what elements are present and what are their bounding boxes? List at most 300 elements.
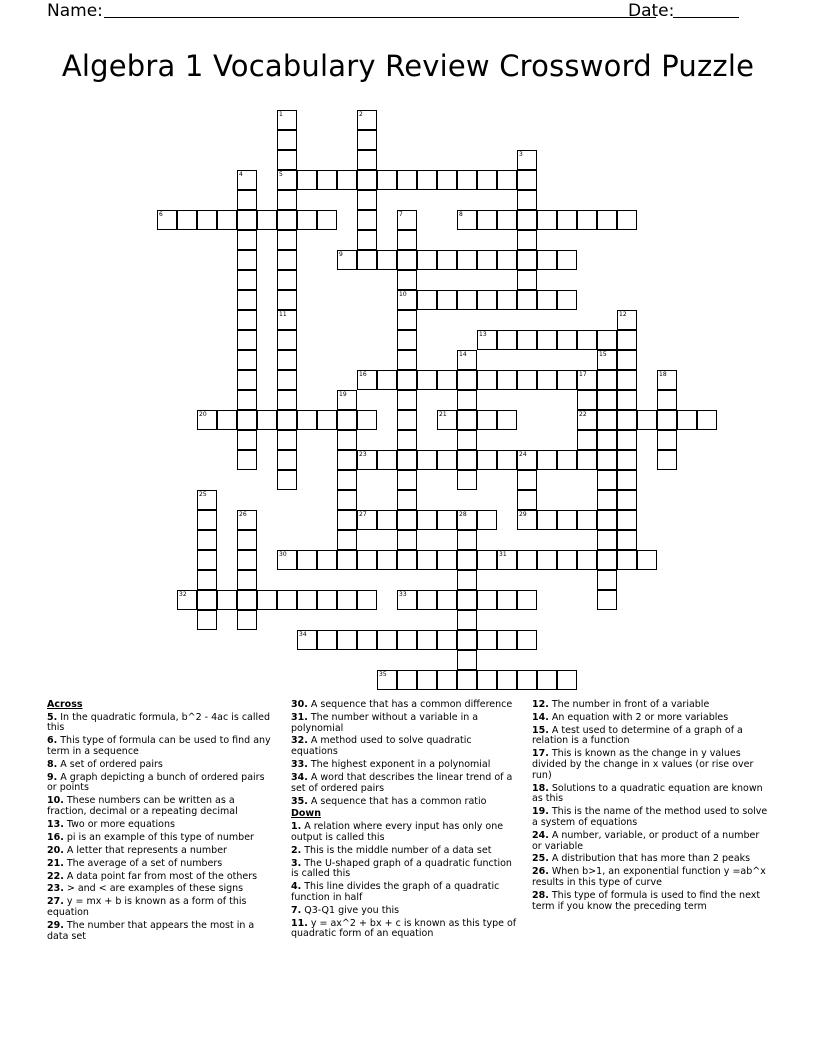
grid-cell[interactable]: [337, 590, 357, 610]
grid-cell[interactable]: [277, 210, 297, 230]
grid-cell[interactable]: [317, 410, 337, 430]
grid-cell[interactable]: [397, 350, 417, 370]
grid-cell[interactable]: [417, 550, 437, 570]
grid-cell[interactable]: [577, 510, 597, 530]
grid-cell[interactable]: [397, 330, 417, 350]
grid-cell[interactable]: [517, 150, 537, 170]
grid-cell[interactable]: [377, 170, 397, 190]
grid-cell[interactable]: [497, 550, 517, 570]
grid-cell[interactable]: [617, 530, 637, 550]
cell-number: 15: [599, 351, 607, 358]
grid-cell[interactable]: [197, 530, 217, 550]
grid-cell[interactable]: [237, 610, 257, 630]
grid-cell[interactable]: [237, 170, 257, 190]
grid-cell[interactable]: [497, 670, 517, 690]
grid-cell[interactable]: [197, 550, 217, 570]
grid-cell[interactable]: [517, 290, 537, 310]
grid-cell[interactable]: [277, 370, 297, 390]
grid-cell[interactable]: [557, 330, 577, 350]
grid-cell[interactable]: [657, 370, 677, 390]
grid-cell[interactable]: [397, 390, 417, 410]
grid-cell[interactable]: [397, 310, 417, 330]
grid-cell[interactable]: [277, 230, 297, 250]
clue-text: This type of formula can be used to find any term in a sequence: [47, 735, 271, 757]
grid-cell[interactable]: [617, 350, 637, 370]
grid-cell[interactable]: [297, 170, 317, 190]
grid-cell[interactable]: [417, 510, 437, 530]
grid-cell[interactable]: [277, 310, 297, 330]
grid-cell[interactable]: [417, 590, 437, 610]
grid-cell[interactable]: [697, 410, 717, 430]
grid-cell[interactable]: [437, 630, 457, 650]
grid-cell[interactable]: [457, 610, 477, 630]
grid-cell[interactable]: [457, 510, 477, 530]
grid-cell[interactable]: [477, 510, 497, 530]
grid-cell[interactable]: [337, 630, 357, 650]
grid-cell[interactable]: [537, 290, 557, 310]
clue-text: When b>1, an exponential function y =ab^x results in this type of curve: [532, 866, 766, 889]
grid-cell[interactable]: [457, 210, 477, 230]
grid-cell[interactable]: [537, 450, 557, 470]
grid-cell[interactable]: [477, 290, 497, 310]
grid-cell[interactable]: [477, 210, 497, 230]
clue-number: 26.: [532, 866, 549, 878]
grid-cell[interactable]: [357, 170, 377, 190]
grid-cell[interactable]: [277, 170, 297, 190]
grid-cell[interactable]: [377, 550, 397, 570]
grid-cell[interactable]: [397, 590, 417, 610]
grid-cell[interactable]: [397, 270, 417, 290]
grid-cell[interactable]: [377, 370, 397, 390]
grid-cell[interactable]: [517, 170, 537, 190]
grid-cell[interactable]: [597, 330, 617, 350]
grid-cell[interactable]: [657, 430, 677, 450]
grid-cell[interactable]: [217, 590, 237, 610]
grid-cell[interactable]: [357, 450, 377, 470]
grid-cell[interactable]: [317, 630, 337, 650]
grid-cell[interactable]: [617, 450, 637, 470]
grid-cell[interactable]: [237, 570, 257, 590]
grid-cell[interactable]: [617, 310, 637, 330]
grid-cell[interactable]: [497, 250, 517, 270]
grid-cell[interactable]: [277, 250, 297, 270]
grid-cell[interactable]: [197, 570, 217, 590]
grid-cell[interactable]: [357, 410, 377, 430]
grid-cell[interactable]: [657, 410, 677, 430]
grid-cell[interactable]: [457, 250, 477, 270]
grid-cell[interactable]: [517, 270, 537, 290]
grid-cell[interactable]: [597, 390, 617, 410]
grid-cell[interactable]: [397, 530, 417, 550]
grid-cell[interactable]: [517, 550, 537, 570]
grid-cell[interactable]: [457, 290, 477, 310]
grid-cell[interactable]: [277, 350, 297, 370]
grid-cell[interactable]: [617, 390, 637, 410]
grid-cell[interactable]: [437, 450, 457, 470]
grid-cell[interactable]: [537, 330, 557, 350]
grid-cell[interactable]: [397, 550, 417, 570]
grid-cell[interactable]: [437, 410, 457, 430]
grid-cell[interactable]: [617, 470, 637, 490]
grid-cell[interactable]: [377, 670, 397, 690]
grid-cell[interactable]: [557, 670, 577, 690]
grid-cell[interactable]: [617, 510, 637, 530]
grid-cell[interactable]: [357, 510, 377, 530]
grid-cell[interactable]: [337, 470, 357, 490]
grid-cell[interactable]: [537, 250, 557, 270]
cell-number: 5: [279, 171, 283, 178]
grid-cell[interactable]: [637, 410, 657, 430]
grid-cell[interactable]: [237, 330, 257, 350]
grid-cell[interactable]: [457, 550, 477, 570]
grid-cell[interactable]: [457, 470, 477, 490]
grid-cell[interactable]: [557, 210, 577, 230]
grid-cell[interactable]: [557, 450, 577, 470]
grid-cell[interactable]: [517, 190, 537, 210]
grid-cell[interactable]: [617, 330, 637, 350]
grid-cell[interactable]: [517, 670, 537, 690]
grid-cell[interactable]: [317, 210, 337, 230]
clue-item: [291, 822, 521, 843]
grid-cell[interactable]: [277, 410, 297, 430]
grid-cell[interactable]: [237, 550, 257, 570]
grid-cell[interactable]: [397, 670, 417, 690]
grid-cell[interactable]: [237, 270, 257, 290]
grid-cell[interactable]: [517, 470, 537, 490]
grid-cell[interactable]: [597, 430, 617, 450]
grid-cell[interactable]: [337, 390, 357, 410]
grid-cell[interactable]: [277, 110, 297, 130]
grid-cell[interactable]: [237, 250, 257, 270]
grid-cell[interactable]: [437, 170, 457, 190]
grid-cell[interactable]: [477, 330, 497, 350]
grid-cell[interactable]: [257, 410, 277, 430]
grid-cell[interactable]: [337, 430, 357, 450]
grid-cell[interactable]: [457, 650, 477, 670]
grid-cell[interactable]: [237, 190, 257, 210]
grid-cell[interactable]: [337, 250, 357, 270]
grid-cell[interactable]: [457, 350, 477, 370]
clue-text: A data point far from most of the others: [63, 870, 258, 882]
grid-cell[interactable]: [177, 210, 197, 230]
grid-cell[interactable]: [497, 410, 517, 430]
grid-cell[interactable]: [517, 510, 537, 530]
grid-cell[interactable]: [457, 450, 477, 470]
grid-cell[interactable]: [417, 670, 437, 690]
grid-cell[interactable]: [577, 330, 597, 350]
clue-number: 32.: [291, 735, 308, 747]
grid-cell[interactable]: [237, 430, 257, 450]
grid-cell[interactable]: [457, 530, 477, 550]
grid-cell[interactable]: [597, 510, 617, 530]
grid-cell[interactable]: [537, 510, 557, 530]
grid-cell[interactable]: [417, 370, 437, 390]
grid-cell[interactable]: [337, 550, 357, 570]
grid-cell[interactable]: [597, 470, 617, 490]
grid-cell[interactable]: [557, 550, 577, 570]
grid-cell[interactable]: [577, 210, 597, 230]
grid-cell[interactable]: [477, 450, 497, 470]
grid-cell[interactable]: [537, 550, 557, 570]
grid-cell[interactable]: [517, 370, 537, 390]
grid-cell[interactable]: [357, 370, 377, 390]
grid-cell[interactable]: [377, 450, 397, 470]
grid-cell[interactable]: [337, 450, 357, 470]
grid-cell[interactable]: [337, 530, 357, 550]
grid-cell[interactable]: [337, 490, 357, 510]
grid-cell[interactable]: [377, 510, 397, 530]
grid-cell[interactable]: [597, 570, 617, 590]
grid-cell[interactable]: [197, 490, 217, 510]
grid-cell[interactable]: [477, 630, 497, 650]
grid-cell[interactable]: [357, 110, 377, 130]
grid-cell[interactable]: [457, 390, 477, 410]
grid-cell[interactable]: [457, 570, 477, 590]
grid-cell[interactable]: [517, 450, 537, 470]
clue-item: [291, 773, 521, 794]
grid-cell[interactable]: [417, 450, 437, 470]
grid-cell[interactable]: [497, 590, 517, 610]
grid-cell[interactable]: [217, 410, 237, 430]
grid-cell[interactable]: [397, 490, 417, 510]
grid-cell[interactable]: [277, 390, 297, 410]
grid-cell[interactable]: [217, 210, 237, 230]
grid-cell[interactable]: [597, 410, 617, 430]
grid-cell[interactable]: [257, 590, 277, 610]
grid-cell[interactable]: [477, 590, 497, 610]
grid-cell[interactable]: [497, 630, 517, 650]
grid-cell[interactable]: [357, 210, 377, 230]
grid-cell[interactable]: [277, 590, 297, 610]
grid-cell[interactable]: [477, 550, 497, 570]
grid-cell[interactable]: [397, 510, 417, 530]
grid-cell[interactable]: [297, 630, 317, 650]
grid-cell[interactable]: [397, 370, 417, 390]
grid-cell[interactable]: [437, 250, 457, 270]
grid-cell[interactable]: [577, 450, 597, 470]
grid-cell[interactable]: [337, 510, 357, 530]
clue-number: 2.: [291, 844, 302, 856]
grid-cell[interactable]: [237, 590, 257, 610]
grid-cell[interactable]: [517, 210, 537, 230]
grid-cell[interactable]: [237, 350, 257, 370]
grid-cell[interactable]: [397, 410, 417, 430]
grid-cell[interactable]: [617, 410, 637, 430]
grid-cell[interactable]: [277, 130, 297, 150]
grid-cell[interactable]: [277, 190, 297, 210]
grid-cell[interactable]: [597, 350, 617, 370]
grid-cell[interactable]: [357, 230, 377, 250]
grid-cell[interactable]: [437, 290, 457, 310]
grid-cell[interactable]: [557, 290, 577, 310]
clue-number: 14.: [532, 711, 549, 723]
grid-cell[interactable]: [457, 170, 477, 190]
grid-cell[interactable]: [477, 370, 497, 390]
grid-cell[interactable]: [377, 250, 397, 270]
clue-item: [532, 713, 768, 724]
grid-cell[interactable]: [437, 670, 457, 690]
grid-cell[interactable]: [497, 450, 517, 470]
grid-cell[interactable]: [557, 510, 577, 530]
grid-cell[interactable]: [517, 490, 537, 510]
grid-cell[interactable]: [277, 150, 297, 170]
grid-cell[interactable]: [597, 370, 617, 390]
clue-text: A relation where every input has only one output is called this: [291, 821, 504, 843]
grid-cell[interactable]: [237, 310, 257, 330]
grid-cell[interactable]: [357, 250, 377, 270]
grid-cell[interactable]: [477, 250, 497, 270]
grid-cell[interactable]: [517, 250, 537, 270]
grid-cell[interactable]: [417, 170, 437, 190]
grid-cell[interactable]: [617, 550, 637, 570]
cell-number: 22: [579, 411, 587, 418]
grid-cell[interactable]: [597, 210, 617, 230]
grid-cell[interactable]: [557, 250, 577, 270]
grid-cell[interactable]: [437, 370, 457, 390]
grid-cell[interactable]: [297, 410, 317, 430]
grid-cell[interactable]: [417, 630, 437, 650]
grid-cell[interactable]: [397, 230, 417, 250]
grid-cell[interactable]: [237, 410, 257, 430]
grid-cell[interactable]: [197, 410, 217, 430]
grid-cell[interactable]: [397, 450, 417, 470]
grid-cell[interactable]: [577, 550, 597, 570]
grid-cell[interactable]: [277, 430, 297, 450]
grid-cell[interactable]: [457, 430, 477, 450]
grid-cell[interactable]: [437, 510, 457, 530]
cell-number: 25: [199, 491, 207, 498]
grid-cell[interactable]: [197, 590, 217, 610]
grid-cell[interactable]: [597, 530, 617, 550]
grid-cell[interactable]: [357, 550, 377, 570]
grid-cell[interactable]: [457, 410, 477, 430]
grid-cell[interactable]: [457, 630, 477, 650]
grid-cell[interactable]: [237, 230, 257, 250]
grid-cell[interactable]: [277, 470, 297, 490]
grid-cell[interactable]: [257, 210, 277, 230]
grid-cell[interactable]: [677, 410, 697, 430]
cell-number: 4: [239, 171, 243, 178]
grid-cell[interactable]: [457, 590, 477, 610]
grid-cell[interactable]: [597, 590, 617, 610]
grid-cell[interactable]: [537, 210, 557, 230]
grid-cell[interactable]: [517, 630, 537, 650]
grid-cell[interactable]: [477, 670, 497, 690]
grid-cell[interactable]: [597, 550, 617, 570]
grid-cell[interactable]: [197, 210, 217, 230]
grid-cell[interactable]: [237, 210, 257, 230]
grid-cell[interactable]: [237, 370, 257, 390]
grid-cell[interactable]: [457, 370, 477, 390]
grid-cell[interactable]: [617, 490, 637, 510]
grid-cell[interactable]: [437, 590, 457, 610]
grid-cell[interactable]: [357, 590, 377, 610]
grid-cell[interactable]: [397, 430, 417, 450]
grid-cell[interactable]: [277, 290, 297, 310]
grid-cell[interactable]: [317, 590, 337, 610]
grid-cell[interactable]: [297, 210, 317, 230]
grid-cell[interactable]: [357, 130, 377, 150]
grid-cell[interactable]: [197, 510, 217, 530]
grid-cell[interactable]: [337, 410, 357, 430]
grid-cell[interactable]: [377, 630, 397, 650]
grid-cell[interactable]: [357, 190, 377, 210]
grid-cell[interactable]: [517, 230, 537, 250]
grid-cell[interactable]: [317, 170, 337, 190]
grid-cell[interactable]: [617, 210, 637, 230]
clue-item: [291, 797, 521, 808]
grid-cell[interactable]: [237, 530, 257, 550]
grid-cell[interactable]: [497, 170, 517, 190]
grid-cell[interactable]: [277, 270, 297, 290]
grid-cell[interactable]: [497, 330, 517, 350]
grid-cell[interactable]: [577, 370, 597, 390]
grid-cell[interactable]: [577, 390, 597, 410]
clue-number: 27.: [47, 896, 64, 908]
grid-cell[interactable]: [517, 330, 537, 350]
grid-cell[interactable]: [357, 630, 377, 650]
grid-cell[interactable]: [197, 610, 217, 630]
grid-cell[interactable]: [237, 390, 257, 410]
cell-number: 28: [459, 511, 467, 518]
grid-cell[interactable]: [497, 370, 517, 390]
grid-cell[interactable]: [497, 290, 517, 310]
grid-cell[interactable]: [397, 210, 417, 230]
grid-cell[interactable]: [637, 550, 657, 570]
clue-item: [47, 833, 273, 844]
grid-cell[interactable]: [337, 170, 357, 190]
grid-cell[interactable]: [237, 510, 257, 530]
grid-cell[interactable]: [277, 550, 297, 570]
grid-cell[interactable]: [317, 550, 337, 570]
grid-cell[interactable]: [477, 410, 497, 430]
grid-cell[interactable]: [397, 470, 417, 490]
grid-cell[interactable]: [617, 430, 637, 450]
grid-cell[interactable]: [457, 670, 477, 690]
grid-cell[interactable]: [537, 670, 557, 690]
grid-cell[interactable]: [437, 550, 457, 570]
grid-cell[interactable]: [237, 450, 257, 470]
grid-cell[interactable]: [397, 170, 417, 190]
grid-cell[interactable]: [577, 430, 597, 450]
grid-cell[interactable]: [397, 290, 417, 310]
grid-cell[interactable]: [397, 630, 417, 650]
grid-cell[interactable]: [297, 550, 317, 570]
grid-cell[interactable]: [477, 170, 497, 190]
grid-cell[interactable]: [277, 330, 297, 350]
grid-cell[interactable]: [237, 290, 257, 310]
grid-cell[interactable]: [417, 290, 437, 310]
grid-cell[interactable]: [357, 150, 377, 170]
grid-cell[interactable]: [157, 210, 177, 230]
grid-cell[interactable]: [517, 590, 537, 610]
grid-cell[interactable]: [537, 370, 557, 390]
grid-cell[interactable]: [617, 370, 637, 390]
grid-cell[interactable]: [597, 490, 617, 510]
grid-cell[interactable]: [277, 450, 297, 470]
grid-cell[interactable]: [577, 410, 597, 430]
grid-cell[interactable]: [597, 450, 617, 470]
grid-cell[interactable]: [297, 590, 317, 610]
grid-cell[interactable]: [397, 250, 417, 270]
grid-cell[interactable]: [657, 450, 677, 470]
grid-cell[interactable]: [177, 590, 197, 610]
grid-cell[interactable]: [557, 370, 577, 390]
cell-number: 12: [619, 311, 627, 318]
grid-cell[interactable]: [417, 250, 437, 270]
grid-cell[interactable]: [497, 210, 517, 230]
grid-cell[interactable]: [657, 390, 677, 410]
